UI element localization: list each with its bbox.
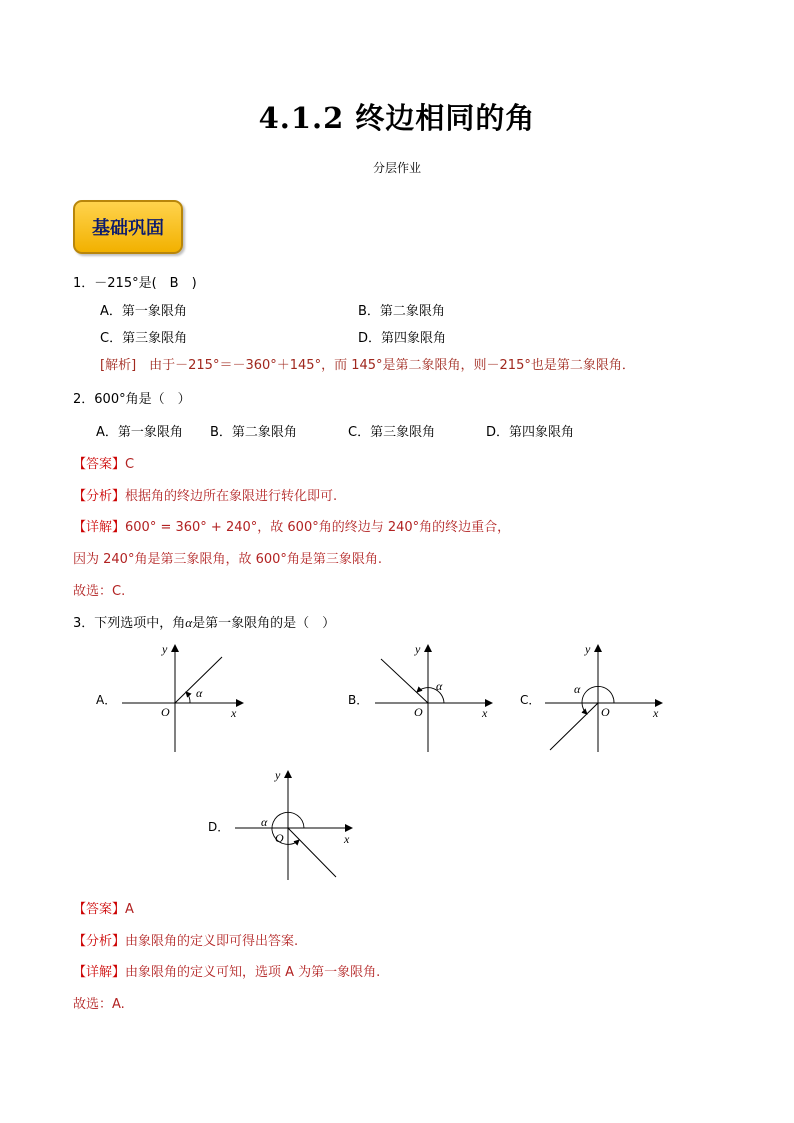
diagram-b-y: y	[415, 642, 421, 656]
diagram-a	[96, 642, 243, 752]
q2-option-c: C．第三象限角	[348, 425, 436, 440]
q3-stem-pre: 3．下列选项中，角	[73, 616, 186, 631]
q2-option-b: B．第二象限角	[210, 425, 297, 440]
diagram-d-y: y	[275, 768, 281, 782]
page-title: 4.1.2 终边相同的角	[258, 101, 536, 135]
q1-stem: 1．－215°是( B )	[73, 276, 197, 291]
q2-fenxi-tag: 【分析】	[73, 489, 126, 504]
q3-xiangjie-text: 由象限角的定义可知，选项 A 为第一象限角.	[125, 965, 381, 980]
q3-xiangjie-tag: 【详解】	[73, 965, 126, 980]
q3-guxuan: 故选：A.	[73, 997, 125, 1012]
q1-option-b: B．第二象限角	[358, 304, 445, 319]
diagram-a-angle-arc	[186, 692, 190, 703]
diagram-c-terminal-side	[550, 703, 598, 750]
q1-option-c: C．第三象限角	[100, 331, 188, 346]
q3-xiangjie	[73, 961, 380, 980]
diagram-a-label: A．	[96, 693, 117, 707]
diagram-c-alpha: α	[574, 682, 581, 696]
q3-fenxi-text: 由象限角的定义即可得出答案.	[125, 934, 299, 949]
q3-stem-post: 是第一象限角的是（ ）	[192, 616, 336, 631]
diagram-b-terminal-side	[381, 659, 428, 703]
diagram-d-label: D．	[208, 820, 230, 834]
q2-xiangjie-line2: 因为 240°角是第三象限角，故 600°角是第三象限角.	[73, 552, 383, 567]
diagram-c-x: x	[653, 706, 659, 720]
q3-answer	[73, 898, 134, 917]
diagram-d-alpha: α	[261, 815, 268, 829]
diagram-b-label: B．	[348, 693, 369, 707]
q1-analysis: [解析] 由于－215°＝－360°＋145°，而 145°是第二象限角，则－215°也是第二象限角．	[100, 358, 635, 373]
diagram-d-origin: O	[275, 831, 284, 845]
q3-fenxi	[73, 930, 298, 949]
diagram-d-x: x	[344, 832, 350, 846]
q2-fenxi-text: 根据角的终边所在象限进行转化即可.	[125, 489, 338, 504]
q2-xiangjie-tag: 【详解】	[73, 520, 126, 535]
q3-fenxi-tag: 【分析】	[73, 934, 126, 949]
q2-xiangjie-text: 600° = 360° + 240°，故 600°角的终边与 240°角的终边重合，	[125, 520, 511, 535]
diagram-c-label: C．	[520, 693, 541, 707]
diagram-a-y: y	[162, 642, 168, 656]
diagram-c-y: y	[585, 642, 591, 656]
q2-stem: 2．600°角是（ ）	[73, 392, 191, 407]
diagram-d-terminal-side	[288, 828, 336, 877]
diagram-b-x: x	[482, 706, 488, 720]
q2-option-a: A．第一象限角	[96, 425, 183, 440]
q2-option-d: D．第四象限角	[486, 425, 575, 440]
diagram-d	[208, 768, 352, 880]
diagram-c-origin: O	[601, 705, 610, 719]
page-subtitle: 分层作业	[372, 161, 421, 175]
section-badge-label: 基础巩固	[92, 218, 164, 239]
q1-option-a: A．第一象限角	[100, 304, 187, 319]
q2-answer-tag: 【答案】	[73, 457, 126, 472]
diagram-a-alpha: α	[196, 686, 203, 700]
q3-answer-value: A	[125, 902, 134, 917]
q3-answer-tag: 【答案】	[73, 902, 126, 917]
diagram-a-origin: O	[161, 705, 170, 719]
diagram-c	[520, 642, 662, 752]
diagram-a-x: x	[231, 706, 237, 720]
q2-guxuan: 故选：C.	[73, 584, 126, 599]
diagram-b-alpha: α	[436, 679, 443, 693]
diagram-b-origin: O	[414, 705, 423, 719]
diagram-b	[348, 642, 492, 752]
q3-stem-alpha: α	[185, 615, 193, 630]
q1-option-d: D．第四象限角	[358, 331, 447, 346]
q2-answer-value: C	[125, 457, 135, 472]
